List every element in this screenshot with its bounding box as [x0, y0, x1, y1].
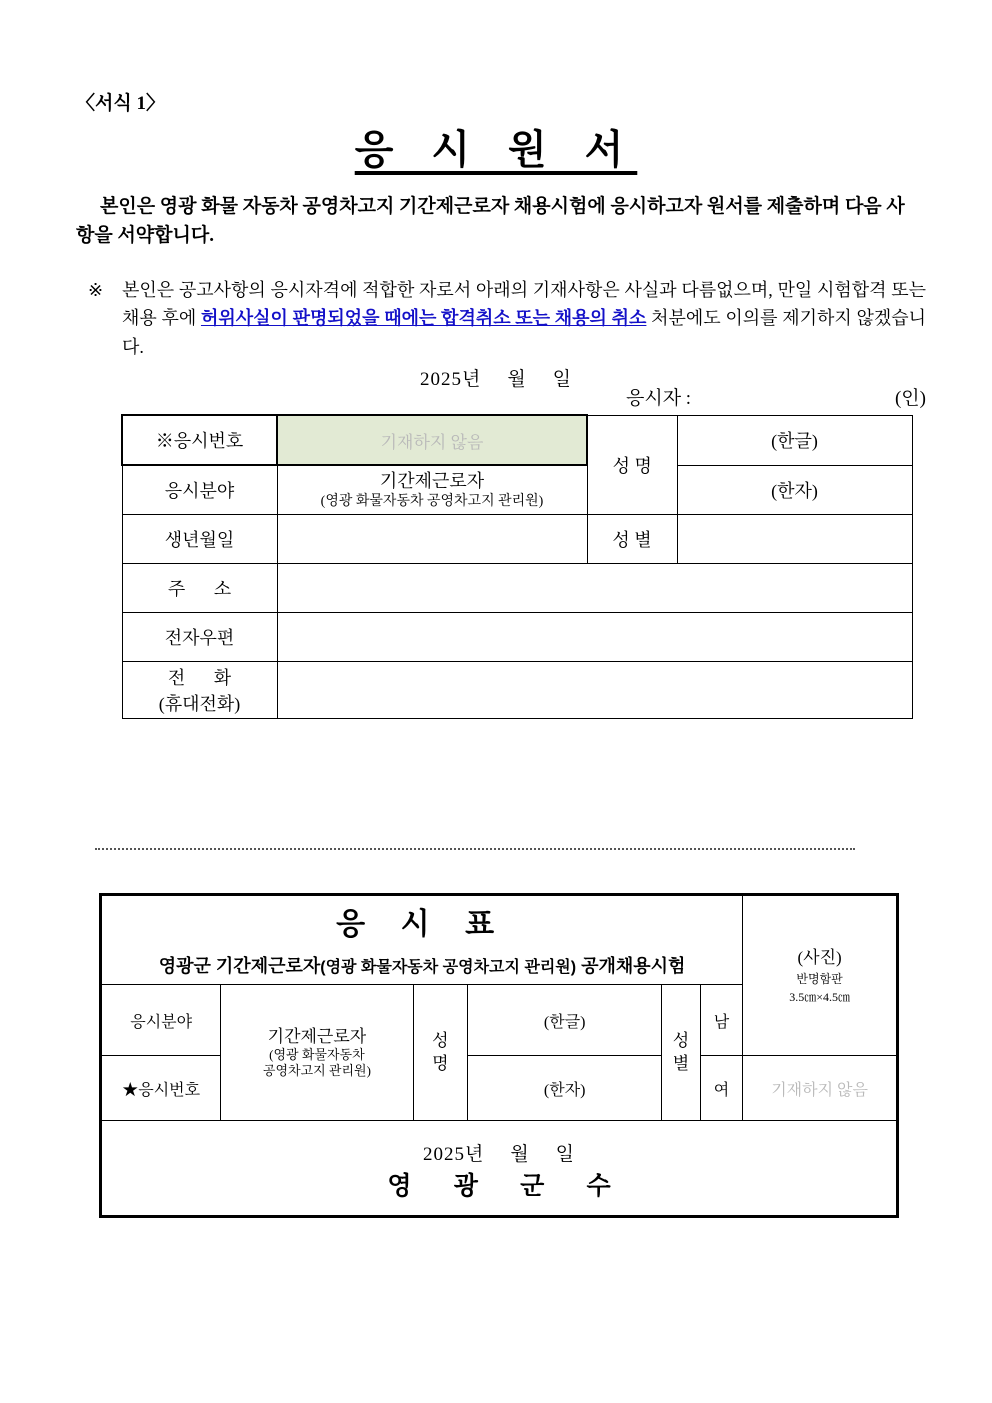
phone-label-line2: (휴대전화) — [158, 694, 241, 714]
note-emphasis: 허위사실이 판명되었을 때에는 합격취소 또는 채용의 취소 — [200, 308, 647, 329]
ticket-date-year: 2025년 — [422, 1143, 485, 1165]
name-hanja-field[interactable]: (한자) — [677, 465, 912, 515]
table-row — [122, 515, 912, 564]
ticket-field-sub2: 공영차고지 관리원) — [262, 1063, 371, 1079]
subtitle-pre: 영광군 기간제근로자 — [158, 956, 321, 976]
ticket-date-month: 월 — [510, 1143, 530, 1165]
ticket-gender-female[interactable]: 여 — [700, 1056, 742, 1121]
gender-label: 성 별 — [587, 515, 677, 564]
photo-sub2: 3.5㎝×4.5㎝ — [789, 990, 850, 1005]
cut-separator — [95, 848, 855, 850]
phone-label-line1: 전 화 — [167, 668, 244, 688]
ticket-exam-no-value[interactable]: 기재하지 않음 — [743, 1056, 897, 1121]
ticket-issuer: 영 광 군 수 — [387, 1172, 629, 1200]
subtitle-mid: (영광 화물자동차 공영차고지 관리원) — [320, 959, 577, 976]
ticket-subtitle — [102, 946, 743, 985]
seal-label: (인) — [894, 388, 926, 409]
note-part1: 본인은 공고사항의 응시자격에 적합한 자로서 아래의 기재사항은 사실과 다름없으며, 만일 시험합격 또는 채용 후에 — [122, 280, 926, 329]
exam-no-label: ※응시번호 — [122, 415, 277, 465]
subtitle-post: 공개채용시험 — [576, 956, 686, 976]
email-label: 전자우편 — [122, 613, 277, 662]
exam-no-value[interactable]: 기재하지 않음 — [277, 415, 587, 465]
ticket-field-sub1: (영광 화물자동차 — [269, 1046, 365, 1062]
note-text — [122, 276, 926, 361]
photo-sub1: 반명함판 — [796, 972, 843, 987]
form-tag: 〈서식 1〉 — [76, 93, 165, 114]
birth-label: 생년월일 — [122, 515, 277, 564]
name-label: 성 명 — [587, 415, 677, 515]
applicant-signature-line — [626, 383, 926, 410]
ticket-field-value — [221, 985, 413, 1121]
table-row — [122, 465, 912, 515]
table-row — [122, 415, 912, 465]
phone-label — [122, 662, 277, 719]
field-value — [277, 465, 587, 515]
photo-box[interactable] — [743, 896, 897, 1056]
note-part2: 처분에도 이의를 제기하지 않겠습니다. — [122, 308, 926, 357]
ticket-gender-male[interactable]: 남 — [700, 985, 742, 1056]
applicant-label: 응시자 : — [626, 388, 692, 409]
note-mark: ※ — [88, 280, 104, 300]
field-value-main: 기간제근로자 — [379, 471, 485, 491]
exam-ticket — [99, 893, 899, 1218]
note-block — [88, 276, 926, 361]
ticket-gender-label: 성 별 — [662, 985, 700, 1121]
page-title: 응 시 원 서 — [354, 127, 638, 172]
photo-label: (사진) — [797, 947, 842, 967]
ticket-exam-no-label: ★응시번호 — [102, 1056, 221, 1121]
ticket-date — [106, 1139, 892, 1166]
date-year: 2025년 — [419, 369, 482, 390]
name-korean-field[interactable]: (한글) — [677, 415, 912, 465]
ticket-name-label: 성 명 — [413, 985, 468, 1121]
intro-paragraph: 본인은 영광 화물 자동차 공영차고지 기간제근로자 채용시험에 응시하고자 원서를 제출하며 다음 사항을 서약합니다. — [76, 196, 905, 247]
ticket-date-day: 일 — [555, 1143, 576, 1165]
ticket-name-hanja[interactable]: (한자) — [468, 1056, 662, 1121]
ticket-footer-row — [102, 1121, 897, 1216]
field-label: 응시분야 — [122, 465, 277, 515]
ticket-name-korean[interactable]: (한글) — [468, 985, 662, 1056]
email-field[interactable] — [277, 613, 912, 662]
ticket-title-row — [102, 896, 897, 947]
ticket-field-main: 기간제근로자 — [267, 1026, 367, 1046]
address-field[interactable] — [277, 564, 912, 613]
date-month: 월 — [507, 369, 527, 390]
application-table — [121, 414, 913, 719]
table-row — [122, 613, 912, 662]
table-row — [122, 564, 912, 613]
ticket-field-label: 응시분야 — [102, 985, 221, 1056]
date-day: 일 — [552, 369, 573, 390]
address-label: 주 소 — [122, 564, 277, 613]
gender-field[interactable] — [677, 515, 912, 564]
table-row — [102, 1056, 897, 1121]
phone-field[interactable] — [277, 662, 912, 719]
field-value-sub: (영광 화물자동차 공영차고지 관리원) — [320, 493, 544, 509]
table-row — [122, 662, 912, 719]
ticket-footer — [102, 1121, 897, 1216]
ticket-title: 응 시 표 — [102, 896, 743, 947]
birth-field[interactable] — [277, 515, 587, 564]
